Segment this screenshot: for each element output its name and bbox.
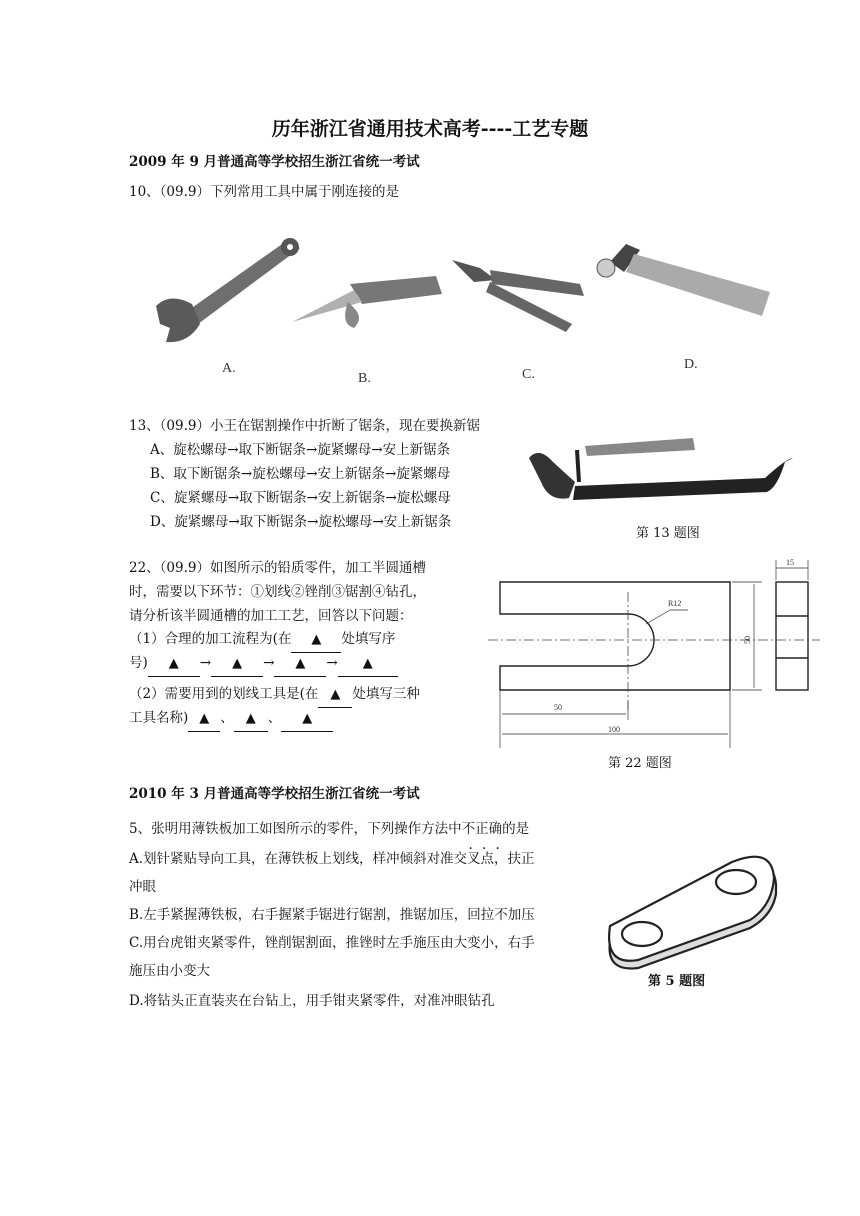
q22-line1: 22、（09.9）如图所示的铅质零件，加工半圆通槽 <box>129 560 426 576</box>
q5-plate-figure <box>600 850 785 970</box>
q22-part1-text-c: 号) <box>129 655 148 671</box>
q10-stem: 10、（09.9）下列常用工具中属于刚连接的是 <box>129 184 399 200</box>
dim-100-width: 100 <box>608 725 620 734</box>
section-heading-2009: 2009 年 9 月普通高等学校招生浙江省统一考试 <box>129 154 420 170</box>
emphasis-char: 不 <box>461 821 476 837</box>
q22-drawing <box>480 552 825 748</box>
q13-option-c: C、旋紧螺母→取下断锯条→安上新锯条→旋松螺母 <box>150 490 451 506</box>
q5-stem-text: 5、张明用薄铁板加工如图所示的零件，下列操作方法中 <box>129 821 462 837</box>
flow-arrow: → <box>263 655 275 671</box>
option-c-label: C. <box>522 367 535 382</box>
emphasis-char: 确 <box>488 821 503 837</box>
q13-option-b: B、取下断锯条→旋松螺母→安上新锯条→旋紧螺母 <box>150 466 451 482</box>
knife-icon <box>292 276 442 328</box>
dim-50-width: 50 <box>554 703 562 712</box>
dim-15-thickness: 15 <box>786 558 794 567</box>
fill-blank-tool-2[interactable] <box>234 706 268 732</box>
q22-part1-line1 <box>129 627 395 653</box>
q22-part1-text-a: （1）合理的加工流程为(在 <box>129 631 292 647</box>
q5-option-c-line1: C.用台虎钳夹紧零件，锉削锯割面，推锉时左手施压由大变小，右手 <box>129 935 535 951</box>
plate-icon <box>609 857 776 969</box>
fill-blank[interactable] <box>291 627 341 653</box>
part-outline <box>500 582 808 690</box>
page-title: 历年浙江省通用技术高考----工艺专题 <box>271 118 589 140</box>
hammer-icon <box>597 244 770 316</box>
q22-part1-line2 <box>129 651 398 677</box>
option-d-label: D. <box>684 357 698 372</box>
centerlines <box>488 592 820 712</box>
triangle-marker: ▲ <box>302 711 313 726</box>
wrench-icon <box>156 238 300 342</box>
fill-blank-1[interactable] <box>148 651 200 677</box>
q22-part2-text-a: （2）需要用到的划线工具是(在 <box>129 686 319 702</box>
triangle-marker: ▲ <box>232 656 243 671</box>
hacksaw-figure <box>515 432 805 512</box>
fill-blank-tool-1[interactable] <box>188 706 220 732</box>
flow-arrow: → <box>199 655 212 671</box>
q22-line3: 请分析该半圆通槽的加工工艺，回答以下问题： <box>129 608 413 624</box>
section-heading-2010: 2010 年 3 月普通高等学校招生浙江省统一考试 <box>129 786 420 802</box>
triangle-marker: ▲ <box>295 656 306 671</box>
q13-option-d: D、旋紧螺母→取下断锯条→旋松螺母→安上新锯条 <box>150 514 452 530</box>
dim-radius: R12 <box>668 599 682 608</box>
q13-option-a: A、旋松螺母→取下断锯条→旋紧螺母→安上新锯条 <box>150 442 451 458</box>
q13-stem: 13、（09.9）小王在锯割操作中折断了锯条，现在要换新锯 <box>129 418 480 434</box>
separator: 、 <box>267 710 282 726</box>
q5-stem-end: 的是 <box>502 821 530 837</box>
q22-part2-text-b: 处填写三种 <box>352 686 420 702</box>
fill-blank[interactable] <box>318 682 352 708</box>
triangle-marker: ▲ <box>330 687 341 702</box>
fill-blank-4[interactable] <box>338 651 398 677</box>
q22-caption: 第 22 题图 <box>608 756 672 771</box>
q5-option-c-line2: 施压由小变大 <box>129 963 210 979</box>
q13-caption: 第 13 题图 <box>636 526 700 541</box>
q5-option-d: D.将钻头正直装夹在台钻上，用手钳夹紧零件，对准冲眼钻孔 <box>129 993 495 1009</box>
q5-stem <box>129 817 529 841</box>
q5-caption: 第 5 题图 <box>648 974 706 989</box>
q22-line2: 时，需要以下环节：①划线②锉削③锯割④钻孔， <box>129 584 426 600</box>
q5-option-b: B.左手紧握薄铁板，右手握紧手锯进行锯割，推锯加压，回拉不加压 <box>129 907 535 923</box>
triangle-marker: ▲ <box>199 711 210 726</box>
triangle-marker: ▲ <box>362 656 373 671</box>
pliers-icon <box>452 260 584 332</box>
q22-part2-line2 <box>129 706 333 732</box>
flow-arrow: → <box>326 655 338 671</box>
fill-blank-2[interactable] <box>211 651 263 677</box>
fill-blank-3[interactable] <box>274 651 326 677</box>
q22-part2-line1 <box>129 682 420 708</box>
fill-blank-tool-3[interactable] <box>281 706 333 732</box>
emphasis-char: 正 <box>475 821 489 837</box>
triangle-marker: ▲ <box>311 632 322 647</box>
option-a-label: A. <box>222 361 236 376</box>
triangle-marker: ▲ <box>245 711 256 726</box>
separator: 、 <box>220 710 234 726</box>
dim-50-height: 50 <box>743 636 752 644</box>
triangle-marker: ▲ <box>168 656 179 671</box>
option-b-label: B. <box>358 371 371 386</box>
tools-figure <box>140 232 820 392</box>
q22-part1-text-b: 处填写序 <box>341 631 396 647</box>
dimension-lines <box>500 560 808 748</box>
q5-option-a-line2: 冲眼 <box>129 879 156 895</box>
hacksaw-icon <box>529 438 793 500</box>
q22-part2-text-c: 工具名称) <box>129 710 189 726</box>
q5-option-a-line1: A.划针紧贴导向工具，在薄铁板上划线，样冲倾斜对准交叉点，扶正 <box>129 851 535 867</box>
